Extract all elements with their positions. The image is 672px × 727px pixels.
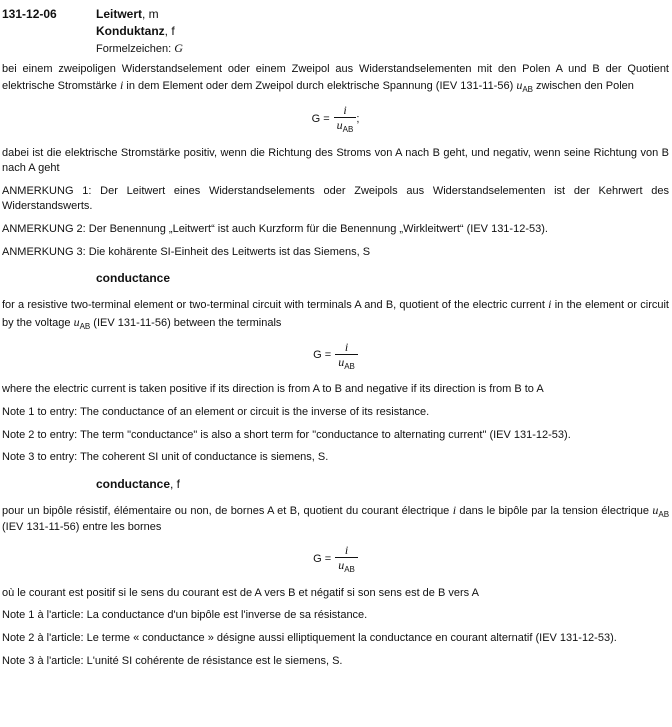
entry-number: 131-12-06 bbox=[2, 7, 57, 21]
fraction: $\frac{i}{u_{AB}}$ bbox=[335, 341, 358, 372]
de-formula: G = $\frac{i}{u_{AB}}$ ; bbox=[311, 103, 360, 135]
term-leitwert: Leitwert bbox=[96, 7, 143, 21]
fr-formula: G = $\frac{i}{u_{AB}}$ bbox=[2, 543, 669, 577]
formula-symbol-label: Formelzeichen: bbox=[96, 43, 172, 56]
de-after: dabei ist die elektrische Stromstärke positiv, wenn die Richtung des Stroms von A nach B geht, und negativ, wenn seine Richtung von B nach A geht bbox=[2, 146, 669, 175]
de-note2: ANMERKUNG 2: Der Benennung „Leitwert“ ist auch Kurzform für die Benennung „Wirkleitwert“ (IEV 131-12-53). bbox=[2, 223, 548, 236]
entry-header bbox=[2, 6, 669, 58]
term-konduktanz: Konduktanz bbox=[96, 24, 165, 39]
iev-entry bbox=[2, 6, 669, 676]
term-konduktanz-gender: , f bbox=[164, 24, 175, 39]
term-de-1 bbox=[96, 6, 183, 23]
formula-suffix: ; bbox=[356, 112, 360, 125]
fr-definition bbox=[2, 502, 669, 536]
en-definition bbox=[2, 296, 669, 332]
de-def-b: in dem Element oder dem Zweipol durch elektrische Spannung (IEV 131-11-56) bbox=[126, 80, 514, 93]
de-note3: ANMERKUNG 3: Die kohärente SI-Einheit des Leitwerts ist das Siemens, S bbox=[2, 245, 371, 258]
en-after: where the electric current is taken positive if its direction is from A to B and negative if its direction is from B to A bbox=[2, 383, 544, 396]
entry-terms bbox=[96, 6, 183, 58]
de-note1: ANMERKUNG 1: Der Leitwert eines Widerstandselements oder Zweipols aus Widerstandselementen ist der Kehrwert des Widerstandswerts. bbox=[2, 184, 669, 213]
fr-def-a: pour un bipôle résistif, élémentaire ou non, de bornes A et B, quotient du courant électrique bbox=[2, 504, 450, 517]
fraction: $\frac{i}{u_{AB}}$ bbox=[335, 544, 358, 575]
term-de-2 bbox=[96, 23, 183, 40]
formula-symbol-line bbox=[96, 40, 183, 58]
en-note1: Note 1 to entry: The conductance of an element or circuit is the inverse of its resistance. bbox=[2, 405, 430, 418]
en-def-c: (IEV 131-11-56) between the terminals bbox=[93, 316, 282, 329]
fr-after: où le courant est positif si le sens du courant est de A vers B et négatif si son sens est de B vers A bbox=[2, 586, 479, 599]
de-definition bbox=[2, 62, 669, 96]
formula-symbol: G bbox=[174, 41, 183, 56]
en-def-b: in the element or circuit by the voltage bbox=[2, 299, 669, 329]
fr-note3: Note 3 à l'article: L'unité SI cohérente de résistance est le siemens, S. bbox=[2, 654, 343, 667]
fr-def-c: (IEV 131-11-56) entre les bornes bbox=[2, 521, 162, 534]
fr-term: conductance, f bbox=[96, 476, 181, 491]
fraction: $\frac{i}{u_{AB}}$ bbox=[334, 104, 357, 135]
de-def-c: zwischen den Polen bbox=[536, 80, 634, 93]
fr-note2: Note 2 à l'article: Le terme « conductance » désigne aussi elliptiquement la conductance en courant alternatif (IEV 131-12-53). bbox=[2, 631, 617, 644]
symbol-i: i bbox=[120, 78, 124, 93]
en-formula: G = $\frac{i}{u_{AB}}$ bbox=[2, 339, 669, 373]
symbol-u-ab: $u_{AB}$ bbox=[652, 502, 670, 519]
term-leitwert-gender: , m bbox=[142, 7, 159, 21]
en-term: conductance bbox=[96, 271, 171, 286]
fr-note1: Note 1 à l'article: La conductance d'un bipôle est l'inverse de sa résistance. bbox=[2, 609, 368, 622]
en-def-a: for a resistive two-terminal element or two-terminal circuit with terminals A and B, quotient of the electric current bbox=[2, 299, 545, 312]
symbol-u-ab: $u_{AB}$ bbox=[73, 314, 91, 331]
symbol-i: i bbox=[548, 297, 552, 312]
en-note2: Note 2 to entry: The term "conductance" is also a short term for "conductance to alternating current" (IEV 131-12-53). bbox=[2, 428, 571, 441]
de-def-a: bei einem zweipoligen Widerstandselement oder einem Zweipol aus Widerstandselementen mit den Polen A und B der Quotient elektrische Stromstärke bbox=[2, 62, 669, 93]
en-note3: Note 3 to entry: The coherent SI unit of conductance is siemens, S. bbox=[2, 451, 329, 464]
symbol-i: i bbox=[452, 502, 457, 517]
fr-def-b: dans le bipôle par la tension électrique bbox=[459, 504, 649, 517]
symbol-u-ab: $u_{AB}$ bbox=[516, 78, 533, 95]
